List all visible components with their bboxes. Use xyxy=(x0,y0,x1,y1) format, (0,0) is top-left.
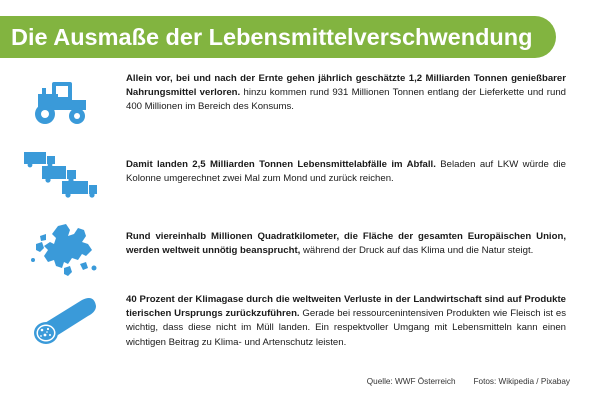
fact-bold-harvest: Allein vor, bei und nach der Ernte gehen jährlich geschätzte 1,2 Milliarden Tonnen genießbarer Nahrungsmittel verloren. xyxy=(126,73,566,99)
sausage-icon xyxy=(30,296,98,351)
source-credit: Quelle: WWF Österreich xyxy=(366,377,456,386)
page-title: Die Ausmaße der Lebensmittelverschwendung xyxy=(11,24,533,50)
fact-bold-area: Rund viereinhalb Millionen Quadratkilometer, die Fläche der gesamten Europäischen Union, werden weltweit unnötig beansprucht, xyxy=(126,231,566,257)
fact-text-area xyxy=(126,230,566,258)
fact-body-trucks: Beladen auf LKW würde die Kolonne umgerechnet zwei Mal zum Mond und zurück reichen. xyxy=(126,159,566,185)
trucks-icon xyxy=(22,150,98,203)
fact-body-harvest: hinzu kommen rund 931 Millionen Tonnen entlang der Lieferkette und rund 400 Millionen im Bereich des Konsums. xyxy=(126,87,566,113)
tractor-icon xyxy=(32,80,90,131)
footer-credits xyxy=(367,377,570,386)
fact-text-climate xyxy=(126,293,566,350)
europe-map-icon xyxy=(28,222,100,283)
photo-credit: Fotos: Wikipedia / Pixabay xyxy=(473,377,570,386)
fact-bold-climate: 40 Prozent der Klimagase durch die weltweiten Verluste in der Landwirtschaft sind auf Produkte tierischen Ursprungs zurückzuführen. xyxy=(126,294,566,320)
fact-text-harvest xyxy=(126,72,566,115)
fact-body-climate: Gerade bei ressourcenintensiven Produkten wie Fleisch ist es wichtig, dass diese nicht im Müll landen. Ein respektvoller Umgang mit Lebensmitteln kann einen wichtigen Beitrag zu Klima- und Artenschutz leisten. xyxy=(126,308,566,348)
fact-bold-trucks: Damit landen 2,5 Milliarden Tonnen Lebensmittelabfälle im Abfall. xyxy=(126,159,436,170)
title-banner xyxy=(0,16,556,58)
fact-body-area: während der Druck auf das Klima und die Natur steigt. xyxy=(300,245,534,257)
fact-text-trucks xyxy=(126,158,566,186)
